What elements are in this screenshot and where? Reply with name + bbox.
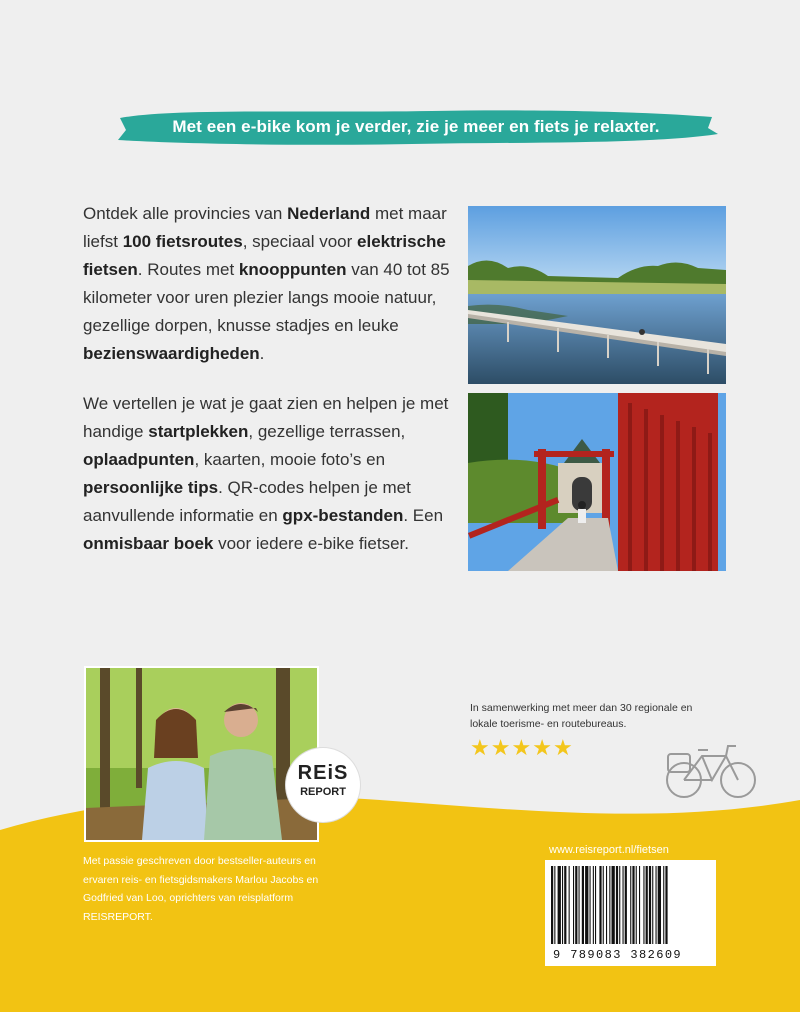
barcode-bar <box>652 866 653 944</box>
barcode-bar <box>579 866 580 944</box>
barcode-bar <box>573 866 574 944</box>
body-text: , kaarten, mooie foto’s en <box>194 450 386 469</box>
body-text: van 40 tot 85 kilometer voor uren plezier langs mooie natuur, gezellige dorpen, knusse stadjes en leuke <box>83 260 450 335</box>
barcode-bar <box>558 866 561 944</box>
barcode-bar <box>656 866 657 944</box>
body-text: , gezellige terrassen, <box>248 422 406 441</box>
barcode-bar <box>643 866 644 944</box>
star-icon: ★ <box>552 735 573 760</box>
highlight-text: elektrische fietsen <box>83 232 446 279</box>
barcode-bar <box>665 866 667 944</box>
barcode-bar <box>639 866 640 944</box>
barcode-bar <box>585 866 588 944</box>
isbn-digits: 9 789083 382609 <box>553 948 683 962</box>
barcode-bar <box>569 866 570 944</box>
highlight-text: onmisbaar boek <box>83 534 214 553</box>
barcode-bar <box>619 866 620 944</box>
body-text: Ontdek alle provincies van <box>83 204 288 223</box>
logo-text-top: REiS <box>297 762 349 784</box>
barcode-bars <box>545 860 716 948</box>
body-text: , speciaal voor <box>242 232 358 251</box>
barcode-bar <box>663 866 664 944</box>
intro-text <box>83 200 455 580</box>
highlight-text: gpx-bestanden <box>282 506 404 525</box>
barcode-bar <box>609 866 610 944</box>
collaboration-text: In samenwerking met meer dan 30 regionale en lokale toerisme- en routebureaus. <box>470 702 693 730</box>
body-text: . <box>259 344 265 363</box>
barcode-bar <box>658 866 661 944</box>
barcode-bar <box>616 866 618 944</box>
highlight-text: 100 fietsroutes <box>122 232 243 251</box>
barcode-bar <box>612 866 615 944</box>
barcode-bar <box>575 866 577 944</box>
body-text: We vertellen je wat je gaat zien en helpen je met handige <box>83 394 449 441</box>
barcode-bar <box>590 866 591 944</box>
star-icon: ★ <box>490 735 511 760</box>
isbn-barcode <box>545 860 716 966</box>
highlight-text: oplaadpunten <box>83 450 195 469</box>
star-icon: ★ <box>532 735 552 760</box>
barcode-bar <box>562 866 563 944</box>
website-url: www.reisreport.nl/fietsen <box>549 844 669 856</box>
highlight-text: startplekken <box>148 422 249 441</box>
highlight-text: Nederland <box>287 204 371 223</box>
logo-text-bottom: REPORT <box>300 786 346 798</box>
slogan-text: Met een e-bike kom je verder, zie je meer en fiets je relaxter. <box>172 117 660 136</box>
author-blurb: Met passie geschreven door bestseller-auteurs en ervaren reis- en fietsgidsmakers Marlou Jacobs en Godfried van Loo, oprichters van reisplatform REISREPORT. <box>83 855 319 923</box>
barcode-bar <box>554 866 555 944</box>
barcode-bar <box>625 866 627 944</box>
authors-photo <box>84 666 319 842</box>
barcode-bar <box>582 866 584 944</box>
barcode-bar <box>606 866 607 944</box>
highlight-text: knooppunten <box>238 260 347 279</box>
star-icon: ★ <box>511 735 532 760</box>
intro-paragraph-2 <box>83 390 455 558</box>
barcode-bar <box>636 866 637 944</box>
barcode-bar <box>564 866 566 944</box>
barcode-bar <box>646 866 648 944</box>
body-text: . QR-codes helpen je met aanvullende informatie en <box>83 478 411 525</box>
highlight-text: bezienswaardigheden <box>83 344 260 363</box>
barcode-bar <box>623 866 624 944</box>
intro-paragraph-1 <box>83 200 455 368</box>
barcode-bar <box>632 866 634 944</box>
barcode-bar <box>593 866 594 944</box>
barcode-bar <box>599 866 601 944</box>
rating-stars <box>470 735 574 760</box>
body-text: voor iedere e-bike fietser. <box>213 534 409 553</box>
star-icon: ★ <box>470 735 490 760</box>
barcode-bar <box>551 866 553 944</box>
lake-bridge-photo <box>468 206 726 384</box>
body-text: met maar liefst <box>83 204 447 251</box>
bicycle-icon <box>662 742 758 802</box>
barcode-bar <box>603 866 604 944</box>
body-text: . Routes met <box>137 260 239 279</box>
barcode-bar <box>595 866 596 944</box>
reisreport-logo-badge <box>286 748 360 822</box>
slogan-banner <box>112 104 720 150</box>
highlight-text: persoonlijke tips <box>83 478 219 497</box>
body-text: . Een <box>403 506 444 525</box>
red-bridge-photo <box>468 393 726 571</box>
barcode-bar <box>630 866 631 944</box>
barcode-bar <box>649 866 651 944</box>
